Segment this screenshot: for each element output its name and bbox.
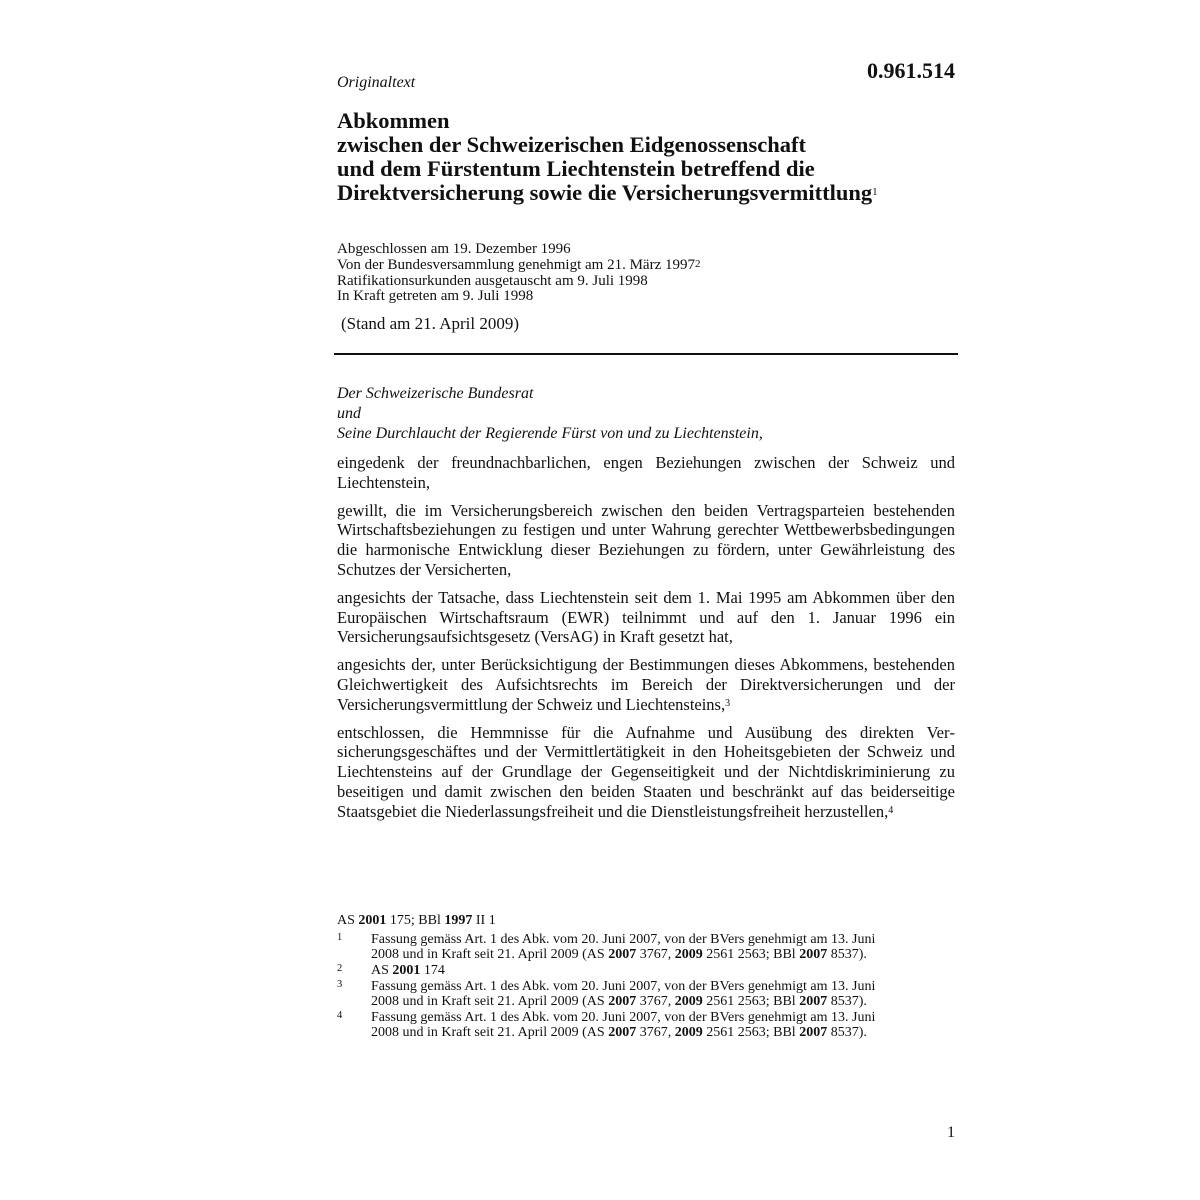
footnote-number: 2 (337, 963, 343, 974)
paragraph-text: entschlossen, die Hemmnisse für die Aufnahme und Ausübung des direkten Versicherungsgeschäftes und der Vermittlertätigkeit in den Hoheitsgebieten der Schweiz und Liechtensteins auf der Grundlage der Gegenseitigkeit und der Nichtdiskriminierung zu beseitigen und damit zwischen den beiden Staaten und beschränkt auf das beiderseitige Staatsgebiet die Niederlassungsfreiheit und die Dienstleistungsfreiheit herzustellen, (337, 722, 955, 821)
preamble-paragraph (337, 723, 955, 822)
footnote-ref[interactable]: 3 (725, 697, 731, 709)
preamble-paragraph: angesichts der Tatsache, dass Liechtenstein seit dem 1. Mai 1995 am Abkommen über den Europäischen Wirtschaftsraum (EWR) teilnimmt und auf den 1. Januar 1996 ein Versicherungsaufsichtsgesetz (VersAG) in Kraft gesetzt hat, (337, 587, 955, 647)
divider (334, 353, 958, 355)
footnote-ref[interactable]: 1 (872, 186, 878, 198)
footnote-item (337, 1010, 897, 1040)
sr-number: 0.961.514 (867, 58, 955, 83)
page-number: 1 (947, 1124, 955, 1141)
in-force-date: In Kraft getreten am 9. Juli 1998 (337, 288, 534, 305)
preamble-paragraph (337, 655, 955, 714)
paragraph-text: angesichts der, unter Berücksichtigung der Bestimmungen dieses Abkommens, bestehenden Gleichwertigkeit des Aufsichtsrechts im Bereich der Direktversicherungen und der Versicherungsvermittlung der Schweiz und Liechtensteins, (337, 655, 955, 714)
footnote-text: Fassung gemäss Art. 1 des Abk. vom 20. Juni 2007, von der BVers genehmigt am 13. Juni 2008 und in Kraft seit 21. April 2009 (AS 2007 3767, 2009 2561 2563; BBl 2007 8537). (371, 1010, 876, 1040)
footnote-ref[interactable]: 2 (695, 257, 701, 270)
footnote-item (337, 963, 897, 978)
footnote-number: 3 (337, 979, 343, 990)
footnote-text: Fassung gemäss Art. 1 des Abk. vom 20. Juni 2007, von der BVers genehmigt am 13. Juni 2008 und in Kraft seit 21. April 2009 (AS 2007 3767, 2009 2561 2563; BBl 2007 8537). (371, 979, 876, 1009)
document-meta (337, 242, 957, 305)
preamble-body (337, 453, 955, 830)
preamble-paragraph: gewillt, die im Versicherungsbereich zwischen den beiden Vertragsparteien bestehenden Wirtschaftsbeziehungen zu festigen und unter Wahrung gerechter Wettbewerbsbedingungen die harmonische Entwicklung dieser Beziehungen zu fördern, unter Gewährleistung des Schutzes der Versicherten, (337, 500, 955, 579)
footnote-ref[interactable]: 4 (888, 804, 894, 816)
footnote-item (337, 932, 897, 962)
footnote-text: Fassung gemäss Art. 1 des Abk. vom 20. Juni 2007, von der BVers genehmigt am 13. Juni 2008 und in Kraft seit 21. April 2009 (AS 2007 3767, 2009 2561 2563; BBl 2007 8537). (371, 932, 876, 962)
footnote-item (337, 979, 897, 1009)
title-line: und dem Fürstentum Liechtenstein betreffend die (337, 156, 815, 181)
source-reference (337, 913, 496, 929)
title-line-text: Direktversicherung sowie die Versicherungsvermittlung (337, 180, 873, 205)
title-line (337, 181, 977, 205)
source-year: 2001 (358, 913, 387, 928)
ratified-date: Ratifikationsurkunden ausgetauscht am 9. Juli 1998 (337, 272, 648, 289)
source-text: II 1 (472, 913, 496, 928)
preamble-paragraph: eingedenk der freundnachbarlichen, engen Beziehungen zwischen der Schweiz und Liechtenstein, (337, 453, 955, 492)
source-text: 175; BBl (386, 913, 445, 928)
concluded-date: Abgeschlossen am 19. Dezember 1996 (337, 241, 571, 257)
party-switzerland: Der Schweizerische Bundesrat (337, 385, 534, 402)
title-line: zwischen der Schweizerischen Eidgenossenschaft (337, 132, 806, 157)
original-text-label: Originaltext (337, 74, 416, 91)
document-title (337, 109, 977, 205)
footnote-text: AS 2001 174 (371, 963, 445, 978)
footnote-number: 4 (337, 1010, 343, 1021)
status-date: (Stand am 21. April 2009) (341, 314, 520, 333)
footnotes (337, 932, 897, 1041)
approved-date (337, 258, 957, 274)
source-year: 1997 (444, 913, 473, 928)
source-text: AS (337, 913, 359, 928)
approved-text: Von der Bundesversammlung genehmigt am 21. März 1997 (337, 256, 695, 273)
title-line: Abkommen (337, 108, 450, 133)
party-conjunction: und (337, 405, 361, 422)
party-liechtenstein: Seine Durchlaucht der Regierende Fürst von und zu Liechtenstein, (337, 425, 763, 442)
contracting-parties (337, 384, 957, 444)
footnote-number: 1 (337, 932, 343, 943)
